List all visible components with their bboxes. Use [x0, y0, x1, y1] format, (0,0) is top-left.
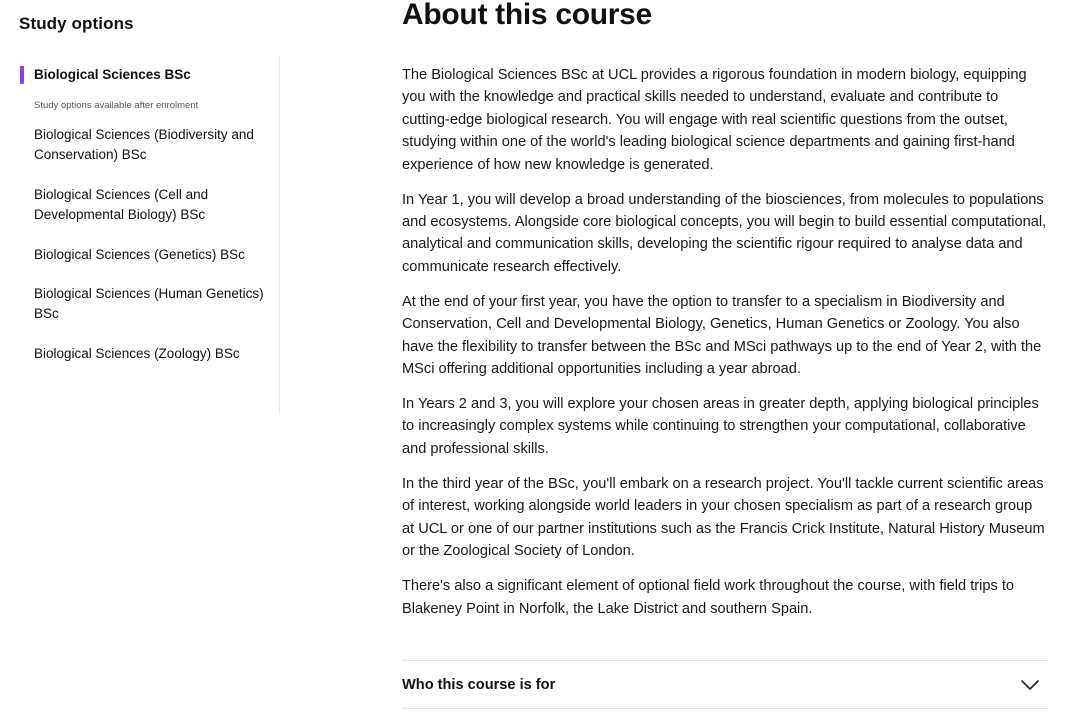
study-options-sidebar	[0, 0, 290, 728]
sidebar-item-label: Biological Sciences BSc	[34, 67, 191, 82]
paragraph: In Year 1, you will develop a broad understanding of the biosciences, from molecules to populations and ecosystems. Alongside core biological concepts, you will begin to build essential computational, analytical and communication skills, developing the scientific rigour required to analyse data and communicate research effectively.	[402, 191, 1047, 275]
sidebar-item-genetics[interactable]: Biological Sciences (Genetics) BSc	[34, 247, 245, 262]
paragraph: At the end of your first year, you have the option to transfer to a specialism in Biodiversity and Conservation, Cell and Developmental Biology, Genetics, Human Genetics or Zoology. You also have the flexibility to transfer between the BSc and MSci pathways up to the end of Year 2, with the MSci offering additional opportunities including a year abroad.	[402, 293, 1042, 378]
active-indicator	[20, 66, 24, 84]
sidebar-divider	[279, 56, 280, 414]
sidebar-item-zoology[interactable]: Biological Sciences (Zoology) BSc	[34, 346, 240, 361]
course-description	[402, 64, 1048, 633]
sidebar-item-active[interactable]	[0, 64, 279, 86]
paragraph: In Years 2 and 3, you will explore your chosen areas in greater depth, applying biological principles to increasingly complex systems while continuing to strengthen your computational, collaborative and professional skills.	[402, 396, 1039, 457]
options-note: Study options available after enrolment	[34, 100, 199, 111]
study-options-list	[0, 64, 279, 364]
paragraph: In the third year of the BSc, you'll embark on a research project. You'll tackle current scientific areas of interest, working alongside world leaders in your chosen specialism as part of a research group at UCL or one of our partner institutions such as the Francis Crick Institute, Natural History Museum or the Zoological Society of London.	[402, 475, 1045, 560]
accordion-label: Who this course is for	[402, 676, 556, 693]
paragraph: The Biological Sciences BSc at UCL provides a rigorous foundation in modern biology, equipping you with the knowledge and practical skills needed to understand, evaluate and contribute to cutting-edge biological research. You will engage with real scientific questions from the outset, studying within one of the world's leading biological science departments and gaining first-hand experience of how new knowledge is generated.	[402, 67, 1027, 173]
sidebar-item-biodiversity-conservation[interactable]: Biological Sciences (Biodiversity and Conservation) BSc	[34, 127, 254, 162]
chevron-down-icon	[1020, 675, 1040, 695]
sidebar-item-human-genetics[interactable]: Biological Sciences (Human Genetics) BSc	[34, 286, 264, 321]
sidebar-item-cell-developmental-biology[interactable]: Biological Sciences (Cell and Developmental Biology) BSc	[34, 187, 209, 222]
paragraph: There's also a significant element of optional field work throughout the course, with field trips to Blakeney Point in Norfolk, the Lake District and southern Spain.	[402, 578, 1014, 617]
main-content	[402, 0, 1048, 728]
accordion	[402, 660, 1048, 709]
sidebar-heading: Study options	[19, 14, 134, 33]
accordion-toggle-who-this-course-is-for[interactable]	[402, 661, 1048, 709]
page-title: About this course	[402, 0, 652, 31]
